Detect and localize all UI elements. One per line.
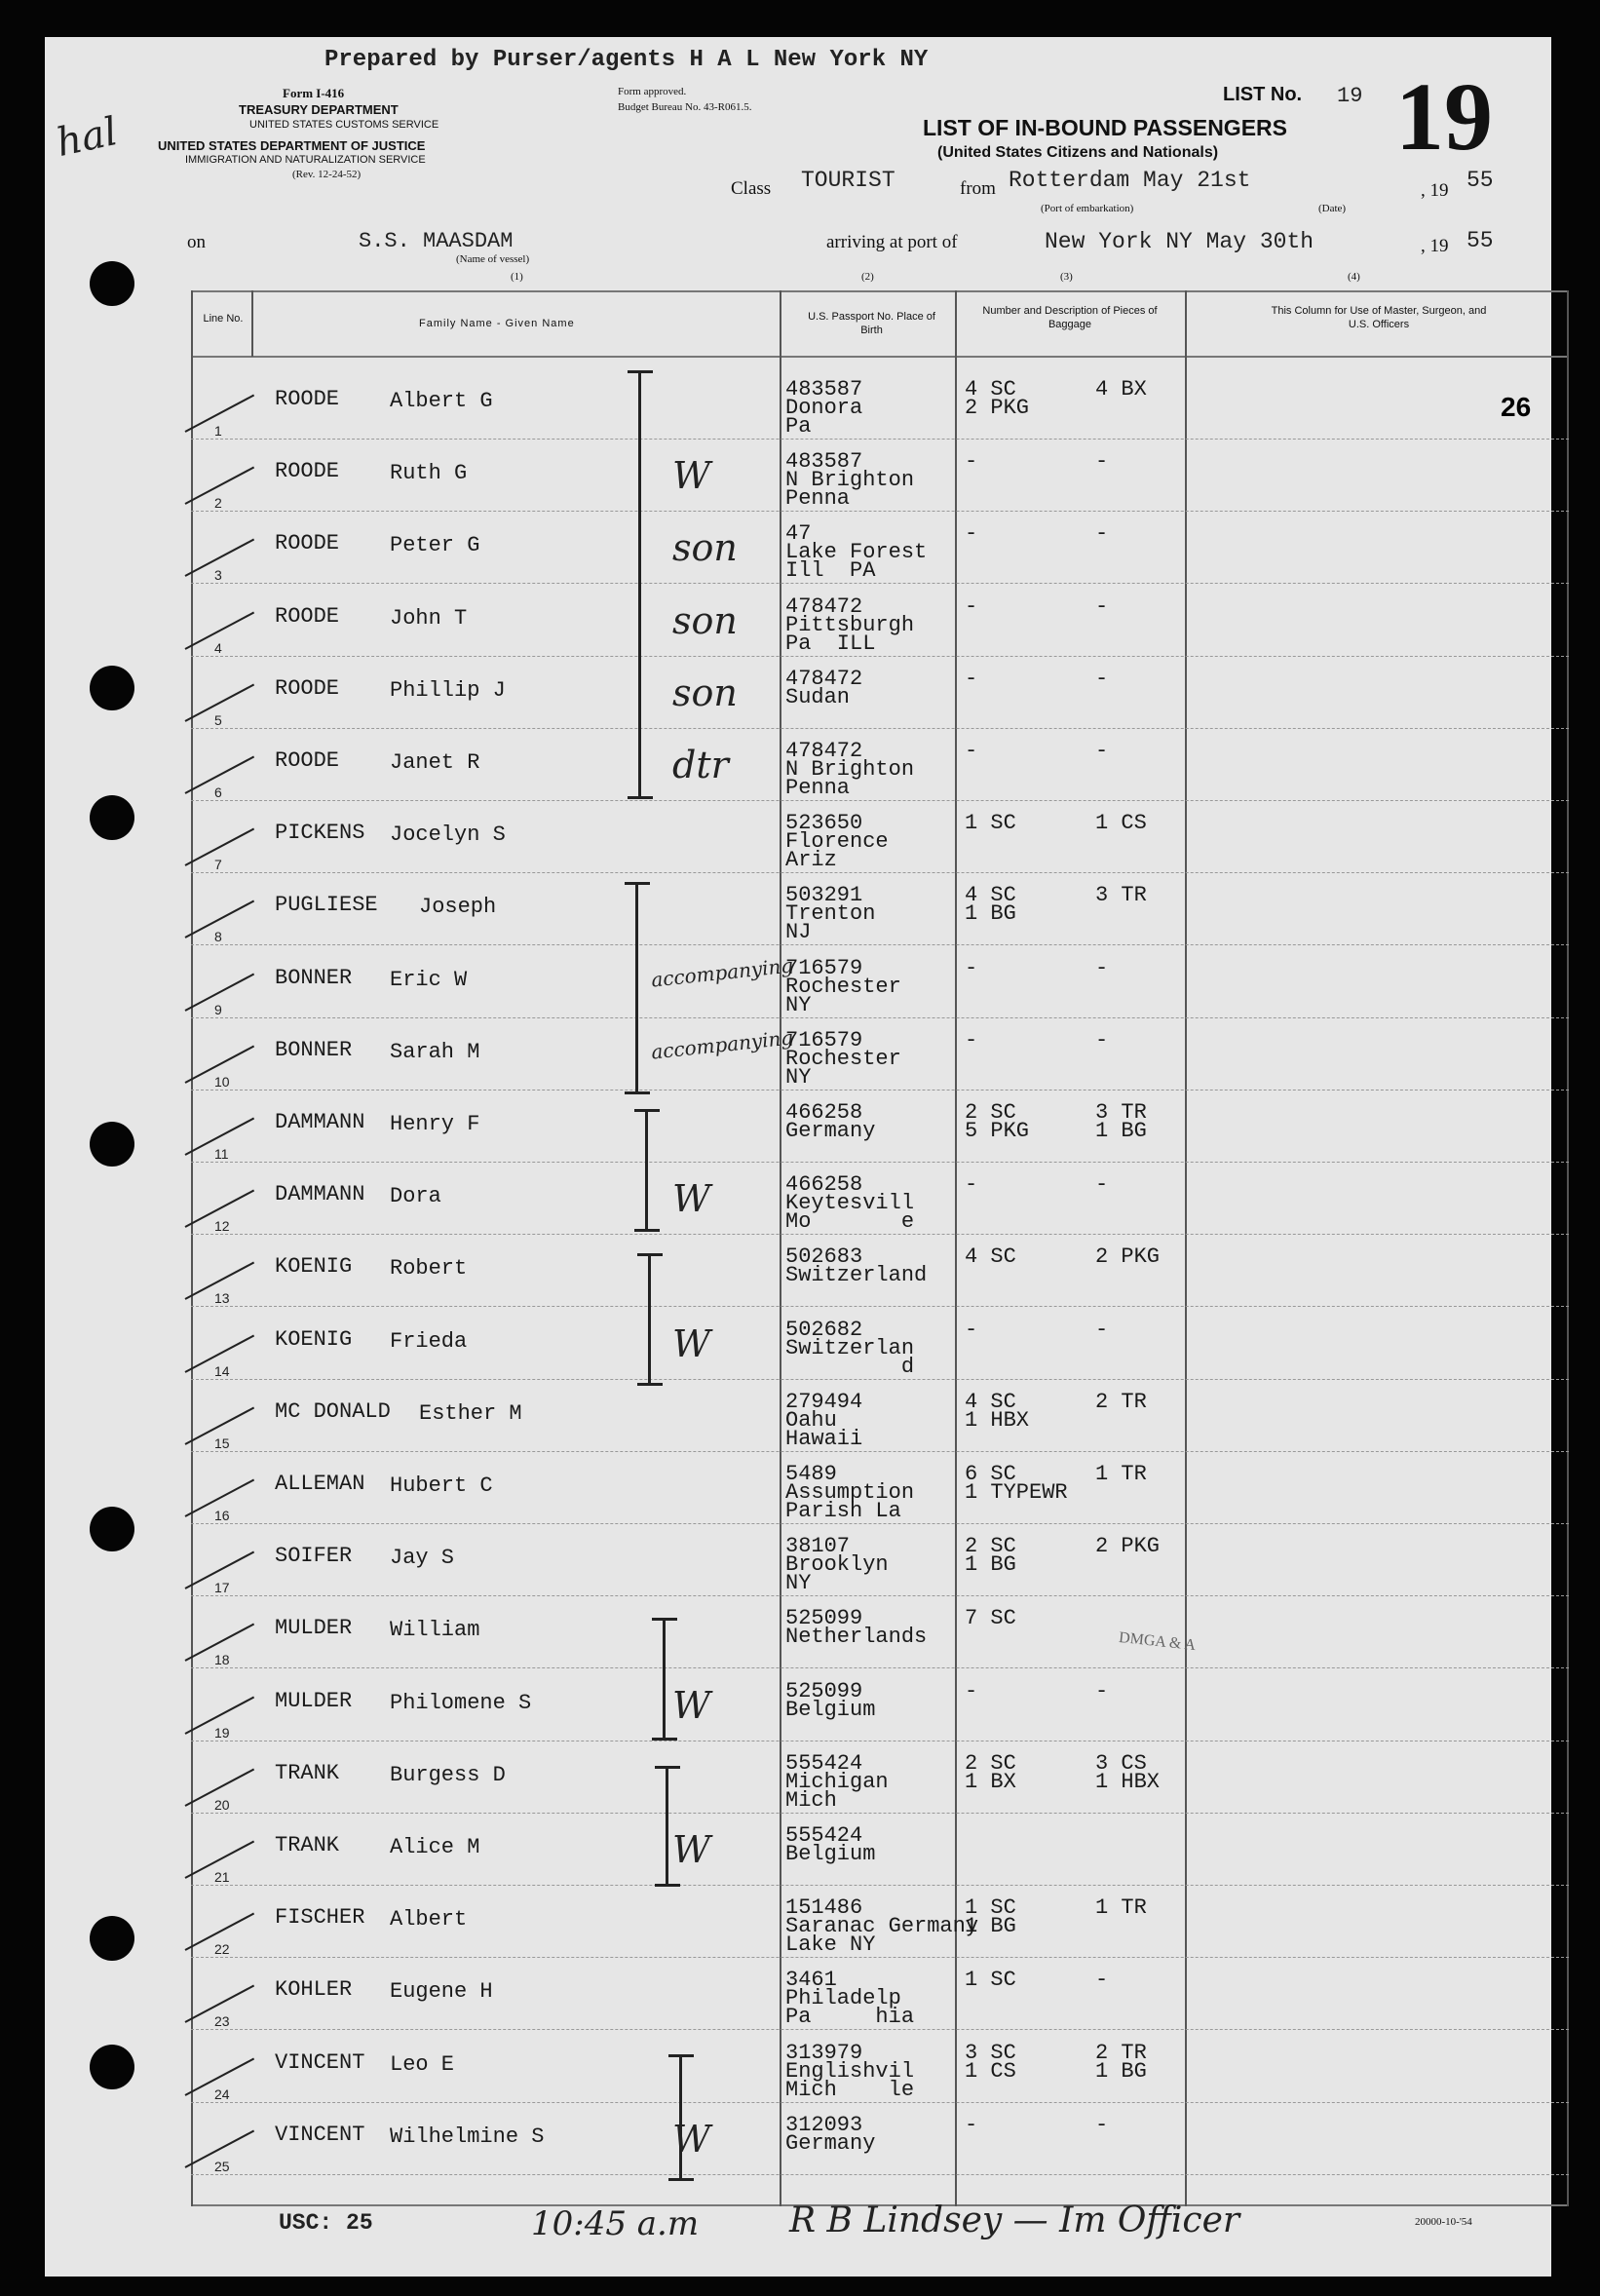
baggage-primary: 1 SC xyxy=(965,1968,1016,1992)
baggage-secondary: 1 TR xyxy=(1095,1462,1147,1486)
print-code: 20000-10-'54 xyxy=(1415,2216,1472,2228)
row-divider xyxy=(191,1379,1569,1380)
binder-hole xyxy=(90,2045,134,2089)
baggage-secondary: 2 PKG xyxy=(1095,1244,1161,1269)
binder-hole xyxy=(90,1122,134,1167)
arriving-value: New York NY May 30th xyxy=(1045,229,1314,254)
row-divider xyxy=(191,1523,1569,1524)
row-divider xyxy=(191,2029,1569,2030)
baggage-secondary: 1 TR xyxy=(1095,1895,1147,1920)
line-number: 6 xyxy=(214,784,222,800)
baggage-secondary: - xyxy=(1095,594,1109,619)
given-name: Peter G xyxy=(390,533,480,557)
family-bracket xyxy=(645,1109,648,1232)
line-number: 20 xyxy=(214,1797,230,1813)
family-bracket xyxy=(663,1618,666,1741)
passport-birthplace: 503291 Trenton NJ xyxy=(785,883,876,944)
baggage-secondary: - xyxy=(1095,521,1109,546)
baggage-primary: - xyxy=(965,739,978,763)
line-number: 15 xyxy=(214,1435,230,1451)
baggage-primary: 4 SC 1 BG xyxy=(965,883,1016,926)
usc-count: USC: 25 xyxy=(279,2210,373,2236)
treasury-dept: TREASURY DEPARTMENT xyxy=(239,102,399,117)
relationship-note: W xyxy=(672,1177,711,1220)
family-name: DAMMANN xyxy=(275,1110,365,1134)
passport-birthplace: 3461 Philadelp Pa hia xyxy=(785,1968,915,2029)
family-name: MULDER xyxy=(275,1616,353,1640)
baggage-primary: - xyxy=(965,2113,978,2137)
baggage-primary: 4 SC 1 HBX xyxy=(965,1390,1030,1433)
baggage-primary: 2 SC 1 BX xyxy=(965,1751,1016,1794)
passport-birthplace: 525099 Belgium xyxy=(785,1679,876,1722)
row-divider xyxy=(191,583,1569,584)
family-name: ROODE xyxy=(275,604,340,629)
family-name: BONNER xyxy=(275,1038,353,1062)
page-title: LIST OF IN-BOUND PASSENGERS xyxy=(923,115,1287,140)
passport-birthplace: 502682 Switzerlan d xyxy=(785,1318,915,1379)
row-divider xyxy=(191,656,1569,657)
family-name: MC DONALD xyxy=(275,1399,391,1424)
family-bracket xyxy=(638,370,641,799)
given-name: Hubert C xyxy=(390,1473,493,1498)
row-divider xyxy=(191,1017,1569,1018)
form-number: Form I-416 xyxy=(283,86,345,100)
col-header-line-no: Line No. xyxy=(203,313,244,325)
class-label: Class xyxy=(731,178,772,199)
row-divider xyxy=(191,800,1569,801)
line-number: 2 xyxy=(214,495,222,511)
line-number: 21 xyxy=(214,1869,230,1885)
passport-birthplace: 466258 Germany xyxy=(785,1100,876,1143)
relationship-note: W xyxy=(672,1828,711,1871)
line-number: 1 xyxy=(214,423,222,439)
col-header-name: Family Name - Given Name xyxy=(419,318,575,329)
family-name: PICKENS xyxy=(275,821,365,845)
passport-birthplace: 525099 Netherlands xyxy=(785,1606,928,1649)
page-subtitle: (United States Citizens and Nationals) xyxy=(937,144,1219,161)
row-divider xyxy=(191,1090,1569,1091)
given-name: Ruth G xyxy=(390,461,468,485)
margin-scribble: hal xyxy=(52,109,122,166)
given-name: Henry F xyxy=(390,1112,480,1136)
family-name: ROODE xyxy=(275,459,340,483)
col-header-officers: This Column for Use of Master, Surgeon, and U.S. Officers xyxy=(1271,305,1487,330)
line-number: 11 xyxy=(214,1146,229,1162)
relationship-note: W xyxy=(672,454,711,497)
given-name: Eric W xyxy=(390,968,468,992)
given-name: Robert xyxy=(390,1256,468,1281)
row-divider xyxy=(191,511,1569,512)
passport-birthplace: 502683 Switzerland xyxy=(785,1244,928,1287)
binder-hole xyxy=(90,1507,134,1551)
passport-birthplace: 483587 Donora Pa xyxy=(785,377,863,439)
year-prefix-1: , 19 xyxy=(1421,180,1449,201)
family-name: PUGLIESE xyxy=(275,893,378,917)
line-number: 17 xyxy=(214,1580,230,1595)
passport-birthplace: 483587 N Brighton Penna xyxy=(785,449,915,511)
given-name: Alice M xyxy=(390,1835,480,1859)
given-name: Sarah M xyxy=(390,1040,480,1064)
baggage-primary: - xyxy=(965,1028,978,1052)
given-name: Wilhelmine S xyxy=(390,2124,545,2149)
form-approved: Form approved. xyxy=(618,86,687,97)
baggage-primary: - xyxy=(965,1679,978,1703)
baggage-secondary: - xyxy=(1095,1172,1109,1197)
table-header-border xyxy=(191,356,1569,358)
given-name: Burgess D xyxy=(390,1763,506,1787)
given-name: Joseph xyxy=(419,895,497,919)
given-name: Jocelyn S xyxy=(390,823,506,847)
given-name: William xyxy=(390,1618,480,1642)
family-name: ROODE xyxy=(275,676,340,701)
row-divider xyxy=(191,944,1569,945)
baggage-primary: 2 SC 1 BG xyxy=(965,1534,1016,1577)
baggage-secondary: - xyxy=(1095,1968,1109,1992)
row-divider xyxy=(191,1813,1569,1814)
vessel-note: (Name of vessel) xyxy=(456,253,530,265)
column-3-index: (3) xyxy=(1060,271,1073,283)
line-number: 10 xyxy=(214,1074,230,1090)
relationship-note: son xyxy=(672,526,738,569)
line-number: 23 xyxy=(214,2013,230,2029)
baggage-primary: 1 SC 1 BG xyxy=(965,1895,1016,1938)
budget-bureau: Budget Bureau No. 43-R061.5. xyxy=(618,101,752,113)
family-name: VINCENT xyxy=(275,2123,365,2147)
passport-birthplace: 716579 Rochester NY xyxy=(785,956,901,1017)
passport-birthplace: 47 Lake Forest Ill PA xyxy=(785,521,928,583)
line-number: 12 xyxy=(214,1218,230,1234)
baggage-secondary: 3 TR xyxy=(1095,883,1147,907)
row-divider xyxy=(191,872,1569,873)
family-name: KOENIG xyxy=(275,1254,353,1279)
col-divider xyxy=(191,290,193,2206)
column-4-index: (4) xyxy=(1348,271,1360,283)
baggage-primary: - xyxy=(965,1172,978,1197)
baggage-primary: - xyxy=(965,956,978,980)
relationship-note: W xyxy=(672,1684,711,1727)
baggage-secondary: - xyxy=(1095,956,1109,980)
line-number: 16 xyxy=(214,1508,230,1523)
given-name: Phillip J xyxy=(390,678,506,703)
family-name: MULDER xyxy=(275,1689,353,1713)
row-divider xyxy=(191,1306,1569,1307)
family-name: VINCENT xyxy=(275,2050,365,2075)
passport-birthplace: 555424 Michigan Mich xyxy=(785,1751,889,1813)
binder-hole xyxy=(90,795,134,840)
baggage-primary: 1 SC xyxy=(965,811,1016,835)
side-stamp: DMGA & A xyxy=(1118,1628,1197,1655)
row-divider xyxy=(191,2102,1569,2103)
rev-date: (Rev. 12-24-52) xyxy=(292,169,362,180)
line-number: 14 xyxy=(214,1363,230,1379)
from-label: from xyxy=(960,178,996,199)
ins-service: IMMIGRATION AND NATURALIZATION SERVICE xyxy=(185,154,426,166)
line-number: 9 xyxy=(214,1002,222,1017)
port-embarkation-note: (Port of embarkation) xyxy=(1041,203,1134,214)
baggage-secondary: 2 TR 1 BG xyxy=(1095,2041,1147,2084)
given-name: Albert G xyxy=(390,389,493,413)
line-number: 7 xyxy=(214,857,222,872)
family-bracket xyxy=(635,882,638,1094)
prepared-by: Prepared by Purser/agents H A L New York NY xyxy=(324,47,929,73)
passport-birthplace: 466258 Keytesvill Mo e xyxy=(785,1172,915,1234)
line-number: 8 xyxy=(214,929,222,944)
baggage-primary: - xyxy=(965,667,978,691)
year-value-1: 55 xyxy=(1467,168,1494,193)
line-number: 3 xyxy=(214,567,222,583)
given-name: Albert xyxy=(390,1907,468,1932)
baggage-primary: - xyxy=(965,521,978,546)
row-divider xyxy=(191,2174,1569,2175)
column-2-index: (2) xyxy=(861,271,874,283)
family-name: TRANK xyxy=(275,1761,340,1785)
family-name: FISCHER xyxy=(275,1905,365,1930)
given-name: Frieda xyxy=(390,1329,468,1354)
passport-birthplace: 555424 Belgium xyxy=(785,1823,876,1866)
baggage-primary: - xyxy=(965,449,978,474)
passport-birthplace: 151486 Saranac Germany Lake NY xyxy=(785,1895,979,1957)
on-label: on xyxy=(187,232,206,252)
justice-dept: UNITED STATES DEPARTMENT OF JUSTICE xyxy=(158,138,426,153)
family-name: ROODE xyxy=(275,531,340,555)
col-header-passport: U.S. Passport No. Place of Birth xyxy=(808,311,935,336)
family-name: TRANK xyxy=(275,1833,340,1857)
passport-birthplace: 313979 Englishvil Mich le xyxy=(785,2041,915,2102)
row-divider xyxy=(191,1667,1569,1668)
given-name: Janet R xyxy=(390,750,480,775)
baggage-secondary: - xyxy=(1095,2113,1109,2137)
passport-birthplace: 312093 Germany xyxy=(785,2113,876,2156)
relationship-note: son xyxy=(672,671,738,714)
given-name: John T xyxy=(390,606,468,631)
baggage-secondary: 3 TR 1 BG xyxy=(1095,1100,1147,1143)
family-bracket xyxy=(648,1253,651,1386)
vessel-name: S.S. MAASDAM xyxy=(359,229,514,253)
arriving-label: arriving at port of xyxy=(826,232,958,252)
page-stamp-number: 26 xyxy=(1501,392,1532,422)
family-bracket xyxy=(666,1766,668,1887)
arrival-time: 10:45 a.m xyxy=(531,2204,700,2243)
relationship-note: son xyxy=(672,599,738,642)
list-no-label: LIST No. xyxy=(1223,84,1303,105)
binder-hole xyxy=(90,261,134,306)
big-list-number: 19 xyxy=(1395,62,1493,171)
baggage-primary: 4 SC 2 PKG xyxy=(965,377,1030,420)
passport-birthplace: 279494 Oahu Hawaii xyxy=(785,1390,863,1451)
relationship-note: accompanying xyxy=(650,953,795,992)
row-divider xyxy=(191,1162,1569,1163)
binder-hole xyxy=(90,666,134,710)
baggage-secondary: 4 BX xyxy=(1095,377,1147,402)
row-divider xyxy=(191,1957,1569,1958)
family-name: SOIFER xyxy=(275,1544,353,1568)
baggage-secondary: - xyxy=(1095,1318,1109,1342)
baggage-primary: 4 SC xyxy=(965,1244,1016,1269)
relationship-note: accompanying xyxy=(650,1025,795,1064)
passport-birthplace: 478472 N Brighton Penna xyxy=(785,739,915,800)
passport-birthplace: 478472 Pittsburgh Pa ILL xyxy=(785,594,915,656)
row-divider xyxy=(191,1885,1569,1886)
family-name: ALLEMAN xyxy=(275,1472,365,1496)
row-divider xyxy=(191,439,1569,440)
family-name: KOHLER xyxy=(275,1977,353,2002)
family-name: KOENIG xyxy=(275,1327,353,1352)
given-name: Jay S xyxy=(390,1546,455,1570)
officer-signature: R B Lindsey — Im Officer xyxy=(789,2200,1240,2240)
row-divider xyxy=(191,728,1569,729)
col-divider xyxy=(780,290,781,2206)
list-no-value: 19 xyxy=(1337,84,1363,108)
line-number: 24 xyxy=(214,2086,230,2102)
column-1-index: (1) xyxy=(511,271,523,283)
col-header-baggage: Number and Description of Pieces of Baggage xyxy=(982,305,1158,330)
row-divider xyxy=(191,1595,1569,1596)
baggage-primary: 7 SC xyxy=(965,1606,1016,1630)
baggage-secondary: - xyxy=(1095,1679,1109,1703)
baggage-secondary: - xyxy=(1095,449,1109,474)
date-note: (Date) xyxy=(1318,203,1347,214)
class-value: TOURIST xyxy=(801,168,895,193)
baggage-primary: 6 SC 1 TYPEWR xyxy=(965,1462,1068,1505)
baggage-primary: - xyxy=(965,594,978,619)
baggage-primary: 2 SC 5 PKG xyxy=(965,1100,1030,1143)
passport-birthplace: 523650 Florence Ariz xyxy=(785,811,889,872)
baggage-secondary: - xyxy=(1095,1028,1109,1052)
passport-birthplace: 716579 Rochester NY xyxy=(785,1028,901,1090)
passport-birthplace: 478472 Sudan xyxy=(785,667,863,709)
baggage-secondary: 2 TR xyxy=(1095,1390,1147,1414)
given-name: Eugene H xyxy=(390,1979,493,2004)
customs-service: UNITED STATES CUSTOMS SERVICE xyxy=(249,119,439,131)
col-divider xyxy=(1567,290,1569,2206)
col-divider xyxy=(1185,290,1187,2206)
baggage-primary: 3 SC 1 CS xyxy=(965,2041,1016,2084)
relationship-note: W xyxy=(672,1322,711,1365)
binder-hole xyxy=(90,1916,134,1961)
family-name: DAMMANN xyxy=(275,1182,365,1206)
table-top-border xyxy=(191,290,1569,292)
baggage-secondary: - xyxy=(1095,667,1109,691)
line-number: 18 xyxy=(214,1652,230,1667)
relationship-note: dtr xyxy=(672,744,729,786)
given-name: Esther M xyxy=(419,1401,522,1426)
family-name: BONNER xyxy=(275,966,353,990)
from-value: Rotterdam May 21st xyxy=(1009,168,1251,193)
baggage-secondary: 3 CS 1 HBX xyxy=(1095,1751,1161,1794)
line-number: 25 xyxy=(214,2159,230,2174)
row-divider xyxy=(191,1234,1569,1235)
family-bracket xyxy=(679,2054,682,2181)
line-number: 13 xyxy=(214,1290,230,1306)
baggage-secondary: 2 PKG xyxy=(1095,1534,1161,1558)
given-name: Dora xyxy=(390,1184,441,1208)
given-name: Philomene S xyxy=(390,1691,532,1715)
year-value-2: 55 xyxy=(1467,228,1494,253)
relationship-note: W xyxy=(672,2118,711,2161)
line-number: 19 xyxy=(214,1725,230,1741)
line-number: 22 xyxy=(214,1941,230,1957)
passport-birthplace: 5489 Assumption Parish La xyxy=(785,1462,915,1523)
given-name: Leo E xyxy=(390,2052,455,2077)
family-name: ROODE xyxy=(275,748,340,773)
family-name: ROODE xyxy=(275,387,340,411)
row-divider xyxy=(191,1451,1569,1452)
baggage-secondary: - xyxy=(1095,739,1109,763)
line-number: 5 xyxy=(214,712,222,728)
baggage-secondary: 1 CS xyxy=(1095,811,1147,835)
baggage-primary: - xyxy=(965,1318,978,1342)
line-number: 4 xyxy=(214,640,222,656)
col-divider xyxy=(251,290,253,357)
passport-birthplace: 38107 Brooklyn NY xyxy=(785,1534,889,1595)
year-prefix-2: , 19 xyxy=(1421,236,1449,256)
